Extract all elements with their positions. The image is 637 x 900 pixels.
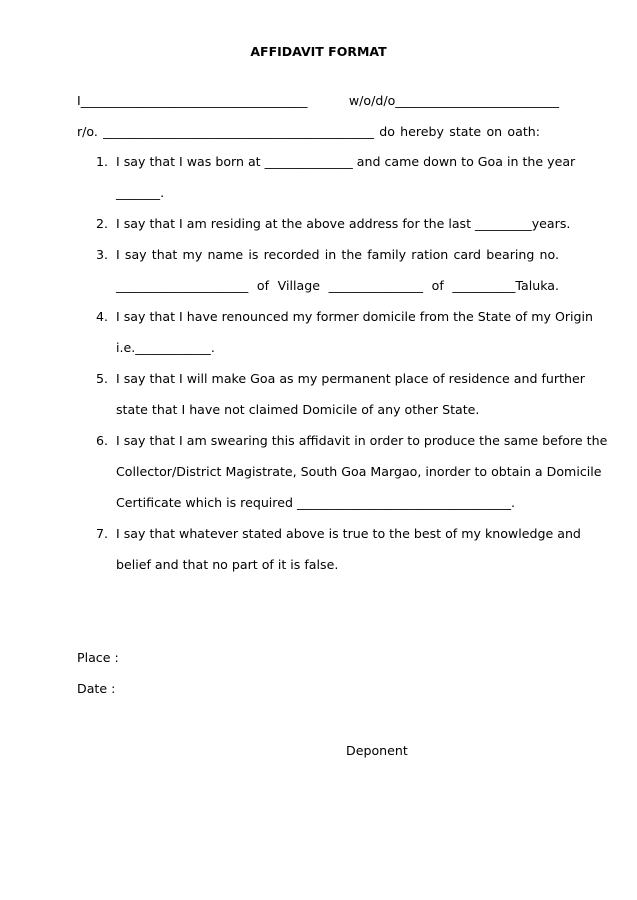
item-5-number: 5. [95, 371, 108, 386]
deponent-label: Deponent [346, 743, 408, 758]
item-4-number: 4. [95, 309, 108, 324]
item-1-number: 1. [95, 154, 108, 169]
date-label: Date : [77, 681, 116, 696]
item-4-line-1: I say that I have renounced my former domicile from the State of my Origin [116, 309, 594, 324]
intro-line-name: I____________________________________ w/o/d/o__________________________ [77, 93, 559, 108]
intro-line-residence: r/o. ___________________________________________ do hereby state on oath: [77, 124, 540, 139]
item-6-number: 6. [95, 433, 108, 448]
item-3-line-2: _____________________ of Village _______________ of __________Taluka. [116, 278, 559, 293]
item-2-line-1: I say that I am residing at the above address for the last _________years. [116, 216, 571, 231]
item-2-number: 2. [95, 216, 108, 231]
item-1-line-1: I say that I was born at ______________ and came down to Goa in the year [116, 154, 576, 169]
item-1-line-2: _______. [116, 185, 165, 200]
item-6-line-1: I say that I am swearing this affidavit in order to produce the same before the [116, 433, 608, 448]
item-6-line-3: Certificate which is required __________________________________. [116, 495, 516, 510]
item-5-line-1: I say that I will make Goa as my permanent place of residence and further [116, 371, 585, 386]
item-7-line-2: belief and that no part of it is false. [116, 557, 339, 572]
item-3-number: 3. [95, 247, 108, 262]
place-label: Place : [77, 650, 119, 665]
document-title: AFFIDAVIT FORMAT [250, 44, 387, 59]
item-4-line-2: i.e.____________. [116, 340, 215, 355]
item-5-line-2: state that I have not claimed Domicile of any other State. [116, 402, 480, 417]
item-3-line-1: I say that my name is recorded in the family ration card bearing no. [116, 247, 559, 262]
item-6-line-2: Collector/District Magistrate, South Goa Margao, inorder to obtain a Domicile [116, 464, 602, 479]
item-7-number: 7. [95, 526, 108, 541]
item-7-line-1: I say that whatever stated above is true to the best of my knowledge and [116, 526, 581, 541]
